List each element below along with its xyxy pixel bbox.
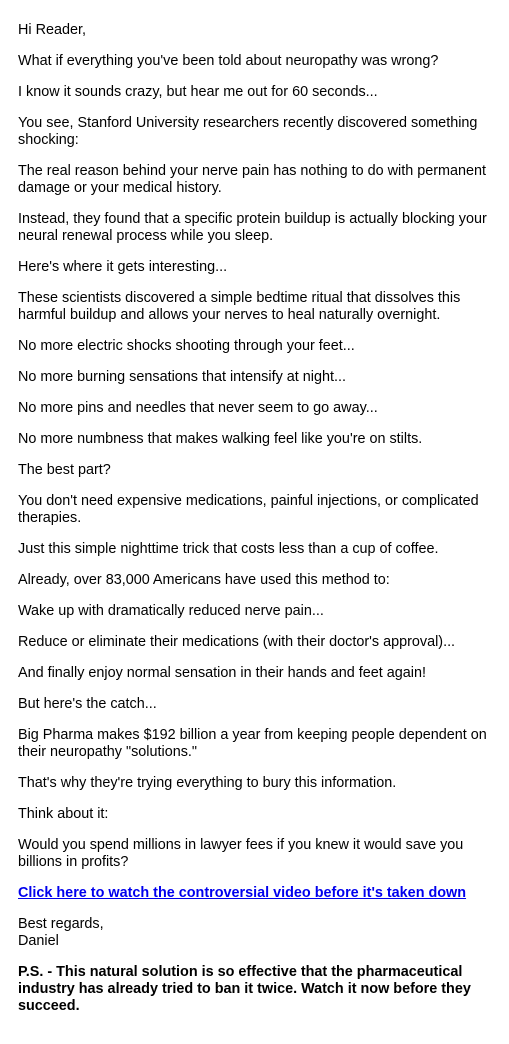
paragraph: That's why they're trying everything to bury this information. xyxy=(18,775,397,791)
paragraph: These scientists discovered a simple bedtime ritual that dissolves this harmful buildup and allows your nerves to heal naturally overnight. xyxy=(18,290,461,323)
paragraph: Already, over 83,000 Americans have used this method to: xyxy=(18,572,390,588)
signature-name: Daniel xyxy=(18,933,59,949)
paragraph: Would you spend millions in lawyer fees if you knew it would save you billions in profits? xyxy=(18,837,464,870)
paragraph: But here's the catch... xyxy=(18,696,157,712)
paragraph: No more electric shocks shooting through your feet... xyxy=(18,338,355,354)
paragraph: Wake up with dramatically reduced nerve pain... xyxy=(18,603,324,619)
watch-video-link[interactable]: Click here to watch the controversial video before it's taken down xyxy=(18,885,467,901)
paragraph: No more burning sensations that intensify at night... xyxy=(18,369,346,385)
paragraph: Here's where it gets interesting... xyxy=(18,259,228,275)
paragraph: Instead, they found that a specific protein buildup is actually blocking your neural renewal process while you sleep. xyxy=(18,211,487,244)
paragraph: You don't need expensive medications, painful injections, or complicated therapies. xyxy=(18,493,479,526)
paragraph: Just this simple nighttime trick that costs less than a cup of coffee. xyxy=(18,541,439,557)
greeting: Hi Reader, xyxy=(18,22,86,38)
paragraph: No more numbness that makes walking feel like you're on stilts. xyxy=(18,431,423,447)
paragraph: I know it sounds crazy, but hear me out for 60 seconds... xyxy=(18,84,378,100)
signoff-text: Best regards, xyxy=(18,916,104,932)
paragraph: Big Pharma makes $192 billion a year from keeping people dependent on their neuropathy "solutions." xyxy=(18,727,487,760)
paragraph: You see, Stanford University researchers recently discovered something shocking: xyxy=(18,115,478,148)
paragraph: What if everything you've been told about neuropathy was wrong? xyxy=(18,53,439,69)
cta-paragraph xyxy=(18,885,501,902)
postscript: P.S. - This natural solution is so effective that the pharmaceutical industry has already tried to ban it twice. Watch it now before they succeed. xyxy=(18,964,471,1014)
paragraph: No more pins and needles that never seem to go away... xyxy=(18,400,378,416)
signoff-block xyxy=(18,916,501,950)
paragraph: Think about it: xyxy=(18,806,109,822)
paragraph: The best part? xyxy=(18,462,111,478)
paragraph: And finally enjoy normal sensation in their hands and feet again! xyxy=(18,665,426,681)
paragraph: The real reason behind your nerve pain has nothing to do with permanent damage or your medical history. xyxy=(18,163,486,196)
paragraph: Reduce or eliminate their medications (with their doctor's approval)... xyxy=(18,634,456,650)
